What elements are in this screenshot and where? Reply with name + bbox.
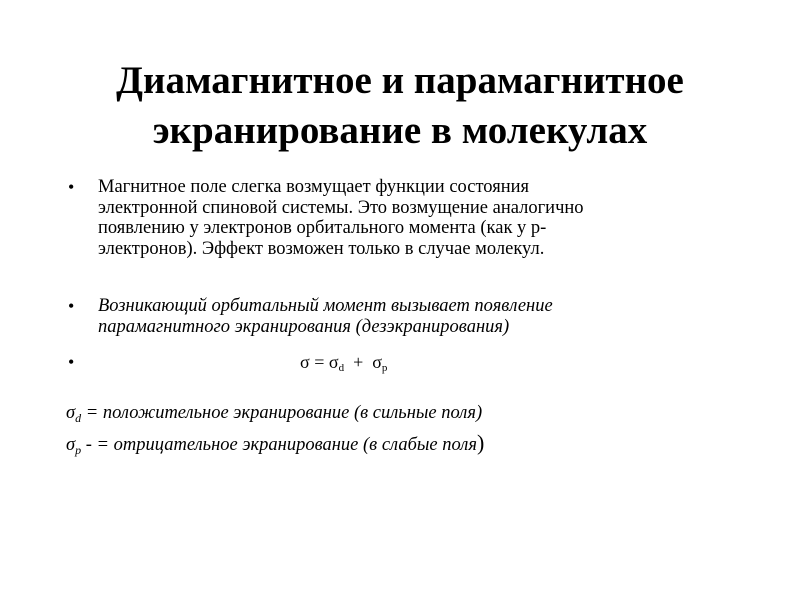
bullet-text xyxy=(98,177,713,259)
definition-sigma: σ xyxy=(66,403,76,423)
shielding-formula xyxy=(300,352,387,378)
bullet-line: Возникающий орбитальный момент вызывает появление xyxy=(98,296,553,316)
bullet-line: Магнитное поле слегка возмущает функции состояния xyxy=(98,177,530,197)
definition-text: = положительное экранирование (в сильные поля) xyxy=(81,403,483,423)
bullet-line: электронной спиновой системы. Это возмущение аналогично xyxy=(98,197,584,218)
definition-subscript: p xyxy=(75,443,82,457)
bullet-line: появлению у электронов орбитального момента (как у p- xyxy=(98,218,547,238)
definition-prefix: - xyxy=(81,435,97,455)
bullet-marker: • xyxy=(68,177,75,197)
bullet-line: электронов). Эффект возможен только в случае молекул. xyxy=(98,238,545,259)
slide-title-line-1: Диамагнитное и парамагнитное xyxy=(116,59,684,102)
formula-sigma-d: σ xyxy=(328,352,339,372)
slide-title-line-2: экранирование в молекулах xyxy=(152,109,648,152)
definition-diamagnetic xyxy=(66,400,482,429)
bullet-marker: • xyxy=(68,352,75,372)
definition-subscript: d xyxy=(75,411,82,425)
formula-sub-p: p xyxy=(381,362,388,374)
formula-equals: = xyxy=(309,352,329,372)
bullet-line: парамагнитного экранирования (дезэкранирования) xyxy=(98,316,510,337)
definition-text: = отрицательное экранирование (в слабые поля xyxy=(96,435,477,455)
definition-paramagnetic xyxy=(66,432,484,461)
formula-sigma-p: σ xyxy=(372,352,382,372)
definition-symbol xyxy=(66,435,81,455)
definition-close: ) xyxy=(476,430,485,455)
slide-title xyxy=(40,56,760,156)
formula-sigma: σ xyxy=(300,352,310,372)
formula-sub-d: d xyxy=(338,362,345,374)
bullet-marker: • xyxy=(68,296,75,316)
definition-sigma: σ xyxy=(66,435,76,455)
bullet-text xyxy=(98,296,713,337)
definition-symbol xyxy=(66,403,81,423)
formula-plus: + xyxy=(344,352,373,372)
